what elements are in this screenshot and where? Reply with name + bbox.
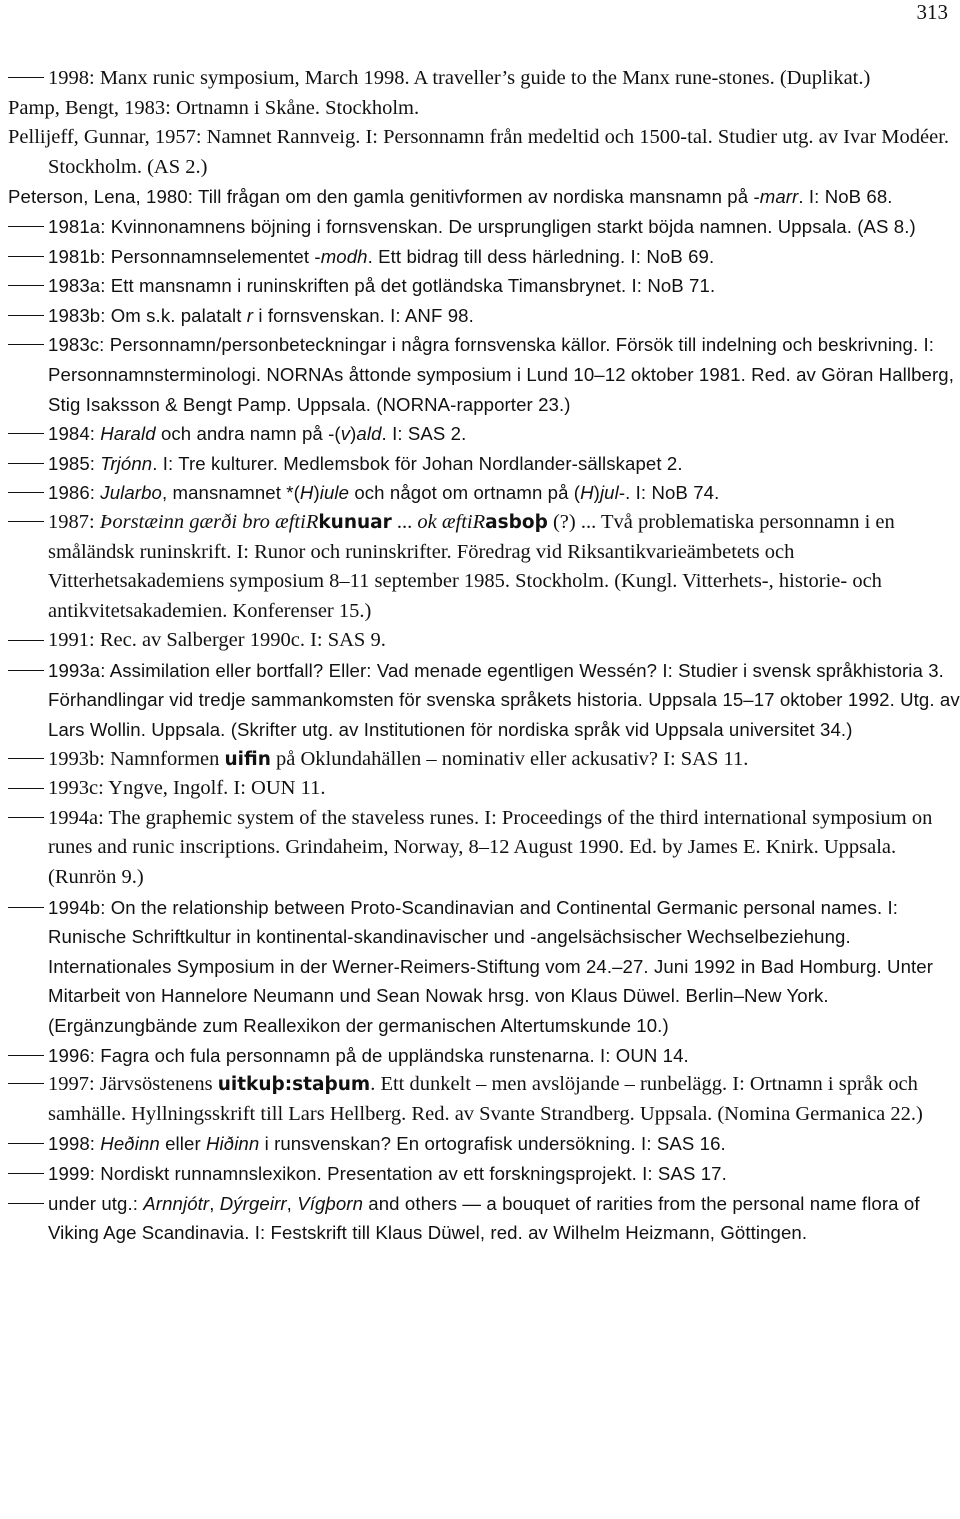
repeat-author-dash <box>8 226 44 227</box>
bibliography-entry: 1986: Jularbo, mansnamnet *(H)iule och något om ortnamn på (H)jul-. I: NoB 74. <box>8 478 960 508</box>
repeat-author-dash <box>8 433 44 434</box>
page-number: 313 <box>916 0 948 24</box>
repeat-author-dash <box>8 1083 44 1084</box>
repeat-author-dash <box>8 344 44 345</box>
bibliography-entry: Pamp, Bengt, 1983: Ortnamn i Skåne. Stockholm. <box>8 96 420 119</box>
repeat-author-dash <box>8 492 44 493</box>
bibliography-entry: 1994b: On the relationship between Proto-Scandinavian and Continental Germanic personal names. I: Runische Schriftkultur in kontinental-skandinavischer und -angelsächsischer Wechselbeziehung. Internationales Symposium in der Werner-Reimers-Stiftung vom 24.–27. Juni 1992 in Bad Homburg. Unter Mitarbeit von Hannelore Neumann und Sean Nowak hrsg. von Klaus Düwel. Berlin–New York. (Ergänzungbände zum Reallexikon der germanischen Altertumskunde 10.) <box>8 893 960 1041</box>
bibliography-entry: 1993c: Yngve, Ingolf. I: OUN 11. <box>8 774 960 804</box>
repeat-author-dash <box>8 463 44 464</box>
bibliography-entry: 1987: Þorstæinn gærði bro æftiRkunuar ... ok æftiRasboþ (?) ... Två problematiska personnamn i en småländsk runinskrift. I: Runor och runinskrifter. Föredrag vid Riksantikvarieämbetets och Vitterhetsakademiens symposium 8–11 september 1985. Stockholm. (Kungl. Vitterhets-, historie- och antikvitetsakademien. Konferenser 15.) <box>8 508 960 626</box>
bibliography-entry: 1983c: Personnamn/personbeteckningar i några fornsvenska källor. Försök till indelning och beskrivning. I: Personnamnsterminologi. NORNAs åttonde symposium i Lund 10–12 oktober 1981. Red. av Göran Hallberg, Stig Isaksson & Bengt Pamp. Uppsala. (NORNA-rapporter 23.) <box>8 330 960 419</box>
repeat-author-dash <box>8 907 44 908</box>
bibliography-entry: Pellijeff, Gunnar, 1957: Namnet Rannveig. I: Personnamn från medeltid och 1500-tal. Studier utg. av Ivar Modéer. Stockholm. (AS 2.) <box>8 126 950 178</box>
bibliography-entry: 1994a: The graphemic system of the staveless runes. I: Proceedings of the third international symposium on runes and runic inscriptions. Grindaheim, Norway, 8–12 August 1990. Ed. by James E. Knirk. Uppsala. (Runrön 9.) <box>8 804 960 893</box>
repeat-author-dash <box>8 758 44 759</box>
repeat-author-dash <box>8 256 44 257</box>
bibliography-entry: 1981a: Kvinnonamnens böjning i fornsvenskan. De ursprungligen starkt böjda namnen. Uppsala. (AS 8.) <box>8 212 960 242</box>
bibliography-entry: 1991: Rec. av Salberger 1990c. I: SAS 9. <box>8 626 960 656</box>
bibliography-entry: 1985: Trjónn. I: Tre kulturer. Medlemsbok för Johan Nordlander-sällskapet 2. <box>8 449 960 479</box>
repeat-author-dash <box>8 670 44 671</box>
bibliography-entry: 1993a: Assimilation eller bortfall? Eller: Vad menade egentligen Wessén? I: Studier i svensk språkhistoria 3. Förhandlingar vid tredje sammankomsten för svenska språkets historia. Uppsala 15–17 oktober 1992. Utg. av Lars Wollin. Uppsala. (Skrifter utg. av Institutionen för nordiska språk vid Uppsala universitet 34.) <box>8 656 960 745</box>
repeat-author-dash <box>8 1143 44 1144</box>
repeat-author-dash <box>8 1203 44 1204</box>
bibliography-list <box>8 64 960 1248</box>
repeat-author-dash <box>8 521 44 522</box>
bibliography-entry: 1984: Harald och andra namn på -(v)ald. I: SAS 2. <box>8 419 960 449</box>
bibliography-entry: 1997: Järvsöstenens uitkuþ:staþum. Ett dunkelt – men avslöjande – runbelägg. I: Ortnamn i språk och samhälle. Hyllningsskrift till Lars Hellberg. Red. av Svante Strandberg. Uppsala. (Nomina Germanica 22.) <box>8 1070 960 1129</box>
bibliography-entry: 1983a: Ett mansnamn i runinskriften på det gotländska Timansbrynet. I: NoB 71. <box>8 271 960 301</box>
repeat-author-dash <box>8 1055 44 1056</box>
repeat-author-dash <box>8 640 44 641</box>
bibliography-entry: 1998: Manx runic symposium, March 1998. A traveller’s guide to the Manx rune-stones. (Duplikat.) <box>8 64 960 94</box>
bibliography-entry: under utg.: Arnnjótr, Dýrgeirr, Vígþorn and others — a bouquet of rarities from the personal name flora of Viking Age Scandinavia. I: Festskrift till Klaus Düwel, red. av Wilhelm Heizmann, Göttingen. <box>8 1189 960 1248</box>
bibliography-entry: 1996: Fagra och fula personnamn på de uppländska runstenarna. I: OUN 14. <box>8 1041 960 1071</box>
repeat-author-dash <box>8 1173 44 1174</box>
bibliography-entry: 1981b: Personnamnselementet -modh. Ett bidrag till dess härledning. I: NoB 69. <box>8 242 960 272</box>
repeat-author-dash <box>8 788 44 789</box>
repeat-author-dash <box>8 817 44 818</box>
repeat-author-dash <box>8 285 44 286</box>
repeat-author-dash <box>8 315 44 316</box>
bibliography-entry: 1983b: Om s.k. palatalt r i fornsvenskan. I: ANF 98. <box>8 301 960 331</box>
bibliography-entry: 1999: Nordiskt runnamnslexikon. Presentation av ett forskningsprojekt. I: SAS 17. <box>8 1159 960 1189</box>
bibliography-entry: Peterson, Lena, 1980: Till frågan om den gamla genitivformen av nordiska mansnamn på -marr. I: NoB 68. <box>8 186 893 208</box>
repeat-author-dash <box>8 77 44 78</box>
bibliography-entry: 1998: Heðinn eller Hiðinn i runsvenskan? En ortografisk undersökning. I: SAS 16. <box>8 1129 960 1159</box>
bibliography-entry: 1993b: Namnformen uifin på Oklundahällen – nominativ eller ackusativ? I: SAS 11. <box>8 745 960 775</box>
